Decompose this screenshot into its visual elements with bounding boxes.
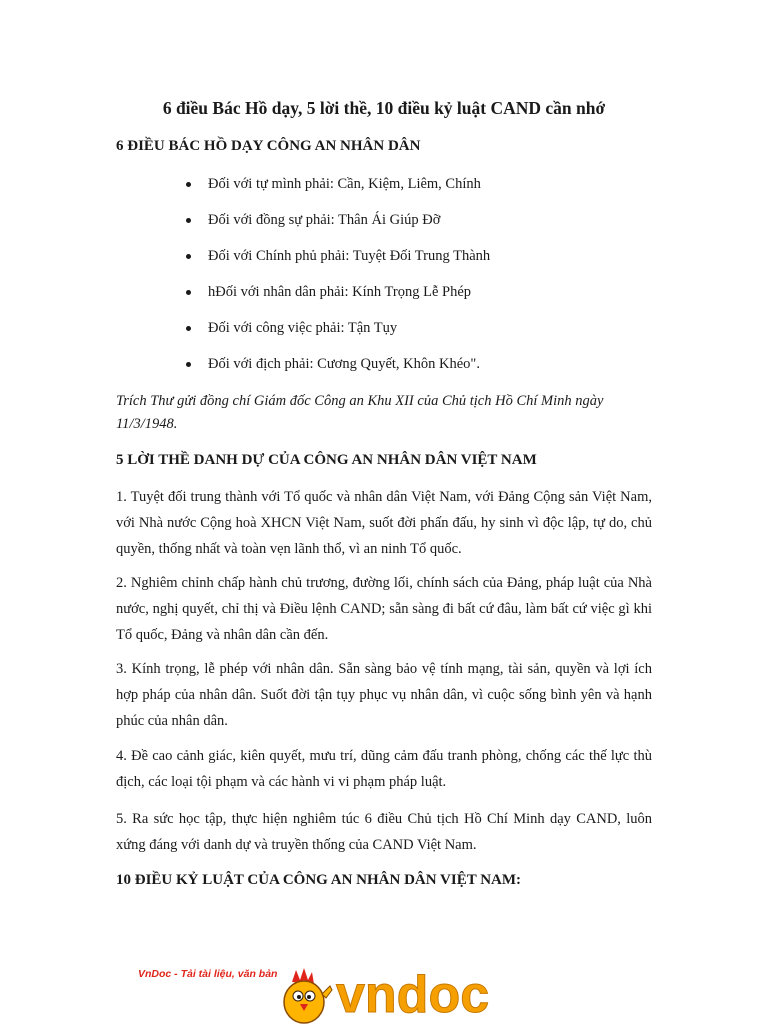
six-teachings-list <box>186 172 490 388</box>
logo-wordmark: vndoc <box>336 966 490 1024</box>
oath-paragraph-5: 5. Ra sức học tập, thực hiện nghiêm túc 6 điều Chủ tịch Hồ Chí Minh dạy CAND, luôn xứng đáng với danh dự và truyền thống của CAND Việt Nam. <box>116 811 652 853</box>
list-item: Đối với địch phải: Cương Quyết, Khôn Khéo". <box>186 352 490 388</box>
citation-quote: Trích Thư gửi đồng chí Giám đốc Công an Khu XII của Chủ tịch Hồ Chí Minh ngày 11/3/1948. <box>116 393 604 432</box>
list-item: Đối với tự mình phải: Cần, Kiệm, Liêm, Chính <box>186 172 490 208</box>
footer-tagline: VnDoc - Tải tài liệu, văn bản <box>138 968 278 980</box>
oath-paragraph-2: 2. Nghiêm chỉnh chấp hành chủ trương, đường lối, chính sách của Đảng, pháp luật của Nhà nước, nghị quyết, chỉ thị và Điều lệnh CAND; sẵn sàng đi bất cứ đâu, làm bất cứ việc gì khi Tổ quốc, Đảng và nhân dân cần đến. <box>116 575 652 643</box>
oath-paragraph-1: 1. Tuyệt đối trung thành với Tổ quốc và nhân dân Việt Nam, với Đảng Cộng sản Việt Nam, với Nhà nước Cộng hoà XHCN Việt Nam, suốt đời phấn đấu, hy sinh vì độc lập, tự do, chủ quyền, thống nhất và toàn vẹn lãnh thổ, vì an ninh Tổ quốc. <box>116 489 652 557</box>
list-item: Đối với đồng sự phải: Thân Ái Giúp Đỡ <box>186 208 490 244</box>
oath-paragraph-4: 4. Đề cao cảnh giác, kiên quyết, mưu trí, dũng cảm đấu tranh phòng, chống các thế lực thù địch, các loại tội phạm và các hành vi vi phạm pháp luật. <box>116 748 652 790</box>
vndoc-logo[interactable] <box>276 960 506 1024</box>
chicken-mascot-icon <box>284 968 332 1023</box>
list-item: hĐối với nhân dân phải: Kính Trọng Lễ Phép <box>186 280 490 316</box>
section-heading-10-dieu: 10 ĐIỀU KỶ LUẬT CỦA CÔNG AN NHÂN DÂN VIỆT NAM: <box>116 872 522 888</box>
oath-paragraph-3: 3. Kính trọng, lễ phép với nhân dân. Sẵn sàng bảo vệ tính mạng, tài sản, quyền và lợi ích hợp pháp của nhân dân. Suốt đời tận tụy phục vụ nhân dân, vì cuộc sống bình yên và hạnh phúc của nhân dân. <box>116 661 652 729</box>
list-item: Đối với Chính phủ phải: Tuyệt Đối Trung Thành <box>186 244 490 280</box>
list-item: Đối với công việc phải: Tận Tụy <box>186 316 490 352</box>
section-heading-6-dieu: 6 ĐIỀU BÁC HỒ DẠY CÔNG AN NHÂN DÂN <box>116 138 421 154</box>
document-title: 6 điều Bác Hồ dạy, 5 lời thề, 10 điều kỷ luật CAND cần nhớ <box>162 98 606 118</box>
section-heading-5-loi-the: 5 LỜI THỀ DANH DỰ CỦA CÔNG AN NHÂN DÂN VIỆT NAM <box>116 452 537 468</box>
